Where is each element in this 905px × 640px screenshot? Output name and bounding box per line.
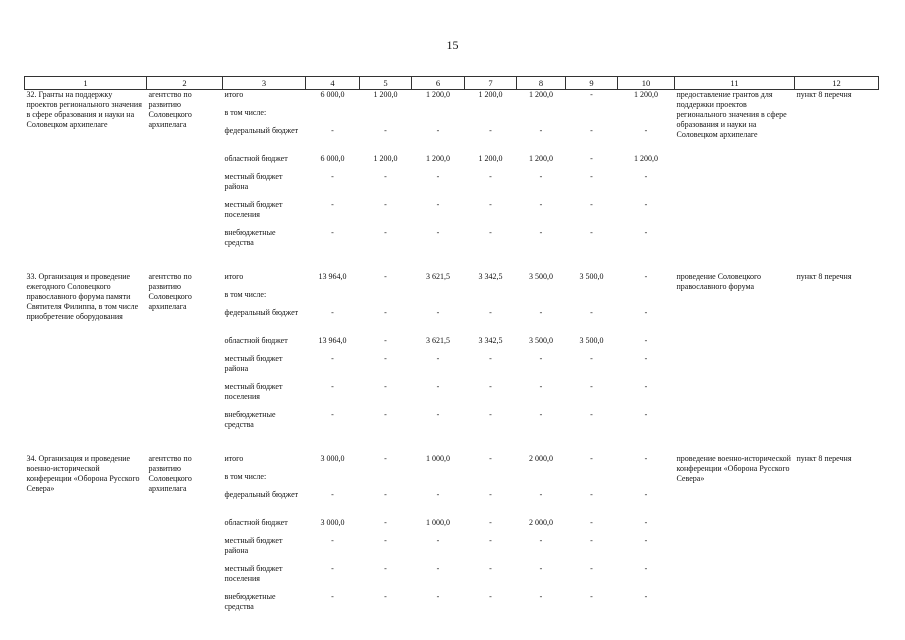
amount-cell: - xyxy=(590,490,593,499)
amount-cell: - xyxy=(644,536,648,545)
amount-cell: - xyxy=(331,126,334,135)
amount-cell xyxy=(618,108,675,126)
source-label: в том числе: xyxy=(224,472,267,481)
source-label: местный бюджет района xyxy=(224,536,283,555)
amount-cell: 6 000,0 xyxy=(320,154,345,163)
amount-cell xyxy=(465,472,517,490)
amount-cell: - xyxy=(590,228,593,237)
amount-cell: 3 500,0 xyxy=(579,336,604,345)
amount-cell: - xyxy=(436,592,440,601)
source-label: итого xyxy=(224,454,244,463)
amount-cell: - xyxy=(644,592,648,601)
amount-cell: - xyxy=(436,536,440,545)
amount-cell: - xyxy=(331,228,334,237)
amount-cell: - xyxy=(331,354,334,363)
amount-cell: - xyxy=(644,354,648,363)
basis-cell: пункт 8 перечня xyxy=(796,454,852,463)
column-header: 1 xyxy=(25,77,147,90)
amount-cell xyxy=(618,290,675,308)
source-label: внебюджетные средства xyxy=(224,410,276,429)
amount-cell: 1 200,0 xyxy=(634,154,658,163)
amount-cell: - xyxy=(590,410,593,419)
amount-cell: - xyxy=(644,564,648,573)
source-label: местный бюджет района xyxy=(224,172,283,191)
amount-cell: - xyxy=(644,308,648,317)
table-row xyxy=(25,454,879,472)
amount-cell: - xyxy=(539,382,543,391)
amount-cell: 3 500,0 xyxy=(529,272,553,281)
source-label: местный бюджет поселения xyxy=(224,382,283,401)
source-label: местный бюджет поселения xyxy=(224,564,283,583)
amount-cell: - xyxy=(590,518,593,527)
amount-cell: - xyxy=(489,454,492,463)
amount-cell: - xyxy=(384,228,387,237)
amount-cell: 6 000,0 xyxy=(320,90,345,99)
amount-cell: - xyxy=(539,200,543,209)
amount-cell: - xyxy=(384,382,387,391)
column-header: 8 xyxy=(517,77,566,90)
executor-cell: агентство по развитию Соловецкого архипелага xyxy=(148,454,192,493)
amount-cell: - xyxy=(384,126,387,135)
amount-cell xyxy=(566,290,618,308)
amount-cell: - xyxy=(644,518,648,527)
source-label: итого xyxy=(224,90,244,99)
source-label: областной бюджет xyxy=(224,154,288,163)
amount-cell xyxy=(517,290,566,308)
column-header: 7 xyxy=(465,77,517,90)
amount-cell: - xyxy=(590,172,593,181)
amount-cell: - xyxy=(384,308,387,317)
amount-cell: - xyxy=(436,564,440,573)
program-table xyxy=(24,76,879,620)
amount-cell xyxy=(517,108,566,126)
amount-cell: - xyxy=(590,454,593,463)
amount-cell: - xyxy=(539,228,543,237)
amount-cell: - xyxy=(539,126,543,135)
amount-cell: - xyxy=(644,410,648,419)
amount-cell xyxy=(412,108,465,126)
amount-cell: - xyxy=(590,308,593,317)
amount-cell: - xyxy=(489,172,492,181)
amount-cell: - xyxy=(436,200,440,209)
amount-cell: 3 500,0 xyxy=(529,336,553,345)
amount-cell: 13 964,0 xyxy=(318,272,347,281)
amount-cell: - xyxy=(384,410,387,419)
event-title: 34. Организация и проведение военно-исторической конференции «Оборона Русского Севера» xyxy=(26,454,140,493)
amount-cell xyxy=(360,108,412,126)
amount-cell: - xyxy=(644,126,648,135)
amount-cell: - xyxy=(436,172,440,181)
amount-cell: - xyxy=(644,172,648,181)
amount-cell: 3 000,0 xyxy=(320,454,345,463)
amount-cell xyxy=(412,472,465,490)
amount-cell: - xyxy=(644,272,648,281)
source-label: местный бюджет района xyxy=(224,354,283,373)
source-label: федеральный бюджет xyxy=(224,490,299,499)
amount-cell: - xyxy=(489,490,492,499)
amount-cell: - xyxy=(539,308,543,317)
event-title: 32. Гранты на поддержку проектов регионального значения в сфере образования и науки на Соловецком архипелаге xyxy=(26,90,142,129)
amount-cell: 2 000,0 xyxy=(529,518,553,527)
amount-cell: 1 200,0 xyxy=(529,90,553,99)
column-number-row xyxy=(25,77,879,90)
amount-cell: - xyxy=(384,564,387,573)
amount-cell xyxy=(566,472,618,490)
amount-cell: - xyxy=(384,454,387,463)
source-label: внебюджетные средства xyxy=(224,228,276,247)
amount-cell: - xyxy=(331,308,334,317)
source-label: федеральный бюджет xyxy=(224,126,299,135)
amount-cell: - xyxy=(539,490,543,499)
source-label: местный бюджет поселения xyxy=(224,200,283,219)
amount-cell: - xyxy=(436,228,440,237)
amount-cell: - xyxy=(590,354,593,363)
amount-cell: - xyxy=(539,354,543,363)
source-label: внебюджетные средства xyxy=(224,592,276,611)
column-header: 2 xyxy=(147,77,223,90)
source-label: областной бюджет xyxy=(224,336,288,345)
amount-cell: - xyxy=(590,126,593,135)
amount-cell: - xyxy=(590,154,593,163)
amount-cell xyxy=(306,290,360,308)
amount-cell: - xyxy=(331,382,334,391)
amount-cell: 13 964,0 xyxy=(318,336,347,345)
column-header: 10 xyxy=(618,77,675,90)
result-cell: предоставление грантов для поддержки проектов регионального значения в сфере образования и науки на Соловецком архипелаге xyxy=(676,90,787,139)
amount-cell: - xyxy=(489,410,492,419)
source-label: областной бюджет xyxy=(224,518,288,527)
amount-cell: - xyxy=(384,172,387,181)
amount-cell: - xyxy=(489,592,492,601)
amount-cell: - xyxy=(489,126,492,135)
amount-cell: - xyxy=(590,382,593,391)
source-label: в том числе: xyxy=(224,108,267,117)
amount-cell xyxy=(306,108,360,126)
amount-cell: - xyxy=(331,564,334,573)
amount-cell: - xyxy=(489,308,492,317)
amount-cell: - xyxy=(436,126,440,135)
amount-cell xyxy=(465,108,517,126)
amount-cell: - xyxy=(489,518,492,527)
amount-cell: - xyxy=(644,382,648,391)
amount-cell: 3 000,0 xyxy=(320,518,345,527)
amount-cell: 1 200,0 xyxy=(373,90,398,99)
amount-cell: 1 000,0 xyxy=(426,454,450,463)
column-header: 3 xyxy=(223,77,306,90)
executor-cell: агентство по развитию Соловецкого архипелага xyxy=(148,272,192,311)
amount-cell xyxy=(566,108,618,126)
amount-cell: - xyxy=(539,410,543,419)
event-title: 33. Организация и проведение ежегодного Соловецкого православного форума памяти Святителя Филиппа, в том числе приобретение оборудования xyxy=(26,272,139,321)
amount-cell: 1 200,0 xyxy=(426,90,450,99)
executor-cell: агентство по развитию Соловецкого архипелага xyxy=(148,90,192,129)
amount-cell: - xyxy=(590,90,593,99)
amount-cell: - xyxy=(331,172,334,181)
amount-cell: - xyxy=(539,592,543,601)
amount-cell: - xyxy=(384,592,387,601)
basis-cell: пункт 8 перечня xyxy=(796,272,852,281)
amount-cell: - xyxy=(489,200,492,209)
amount-cell: - xyxy=(644,454,648,463)
table-row xyxy=(25,90,879,109)
amount-cell xyxy=(306,472,360,490)
spacer-cell xyxy=(25,256,879,272)
amount-cell: 3 342,5 xyxy=(478,272,503,281)
amount-cell: - xyxy=(590,536,593,545)
amount-cell xyxy=(412,290,465,308)
amount-cell xyxy=(360,290,412,308)
amount-cell: - xyxy=(590,592,593,601)
result-cell: проведение военно-исторической конференции «Оборона Русского Севера» xyxy=(676,454,791,483)
amount-cell: - xyxy=(436,410,440,419)
amount-cell: 1 200,0 xyxy=(373,154,398,163)
column-header: 11 xyxy=(675,77,795,90)
result-cell: проведение Соловецкого православного форума xyxy=(676,272,762,291)
column-header: 12 xyxy=(795,77,879,90)
amount-cell xyxy=(360,472,412,490)
amount-cell: 1 200,0 xyxy=(478,154,503,163)
amount-cell: - xyxy=(436,382,440,391)
amount-cell: 2 000,0 xyxy=(529,454,553,463)
source-label: итого xyxy=(224,272,244,281)
amount-cell xyxy=(517,472,566,490)
amount-cell: - xyxy=(644,228,648,237)
amount-cell: - xyxy=(489,228,492,237)
amount-cell: - xyxy=(489,564,492,573)
amount-cell: - xyxy=(590,564,593,573)
amount-cell: - xyxy=(644,336,648,345)
source-label: федеральный бюджет xyxy=(224,308,299,317)
amount-cell: - xyxy=(331,536,334,545)
amount-cell: - xyxy=(590,200,593,209)
amount-cell: - xyxy=(331,200,334,209)
amount-cell: - xyxy=(384,518,387,527)
source-label: в том числе: xyxy=(224,290,267,299)
amount-cell: 1 200,0 xyxy=(634,90,658,99)
amount-cell: - xyxy=(436,490,440,499)
amount-cell: 1 200,0 xyxy=(478,90,503,99)
column-header: 5 xyxy=(360,77,412,90)
column-header: 6 xyxy=(412,77,465,90)
amount-cell: - xyxy=(539,564,543,573)
amount-cell: - xyxy=(384,336,387,345)
spacer-cell xyxy=(25,438,879,454)
amount-cell: 3 621,5 xyxy=(426,336,450,345)
amount-cell: 3 621,5 xyxy=(426,272,450,281)
amount-cell: - xyxy=(436,308,440,317)
amount-cell: - xyxy=(539,536,543,545)
amount-cell: - xyxy=(489,382,492,391)
amount-cell: 3 500,0 xyxy=(579,272,604,281)
amount-cell: 1 200,0 xyxy=(529,154,553,163)
amount-cell: 1 200,0 xyxy=(426,154,450,163)
page-number: 15 xyxy=(446,38,459,52)
amount-cell: - xyxy=(436,354,440,363)
amount-cell: - xyxy=(644,490,648,499)
amount-cell: - xyxy=(489,536,492,545)
column-header: 9 xyxy=(566,77,618,90)
amount-cell: - xyxy=(384,272,387,281)
amount-cell: - xyxy=(384,354,387,363)
amount-cell: - xyxy=(331,410,334,419)
table-body xyxy=(25,90,879,621)
amount-cell: - xyxy=(384,200,387,209)
table-row xyxy=(25,272,879,290)
amount-cell xyxy=(465,290,517,308)
column-header: 4 xyxy=(306,77,360,90)
basis-cell: пункт 8 перечня xyxy=(796,90,852,99)
amount-cell: - xyxy=(644,200,648,209)
amount-cell: - xyxy=(384,490,387,499)
amount-cell: - xyxy=(489,354,492,363)
amount-cell: - xyxy=(331,490,334,499)
block-spacer xyxy=(25,256,879,272)
block-spacer xyxy=(25,438,879,454)
amount-cell: - xyxy=(539,172,543,181)
amount-cell xyxy=(618,472,675,490)
amount-cell: 3 342,5 xyxy=(478,336,503,345)
amount-cell: 1 000,0 xyxy=(426,518,450,527)
amount-cell: - xyxy=(384,536,387,545)
amount-cell: - xyxy=(331,592,334,601)
